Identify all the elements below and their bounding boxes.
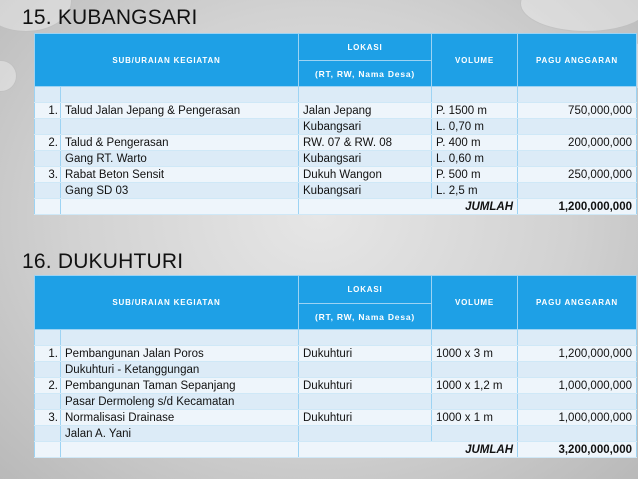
header-lokasi: LOKASI [299, 34, 432, 61]
table-row [35, 119, 637, 135]
row-volume: P. 400 m [432, 135, 518, 151]
header-pagu: PAGU ANGGARAN [518, 34, 637, 87]
row-kegiatan: Rabat Beton Sensit [61, 167, 299, 183]
row-kegiatan: Pasar Dermoleng s/d Kecamatan [61, 394, 299, 410]
row-lokasi: Dukuhturi [299, 346, 432, 362]
table-row [35, 426, 637, 442]
row-volume: 1000 x 1 m [432, 410, 518, 426]
row-volume [432, 87, 518, 103]
row-number [35, 119, 61, 135]
table-row [35, 135, 637, 151]
row-kegiatan: Pembangunan Taman Sepanjang [61, 378, 299, 394]
header-volume: VOLUME [432, 276, 518, 330]
total-row [35, 442, 637, 458]
empty-cell [35, 442, 61, 458]
row-lokasi [299, 394, 432, 410]
row-pagu [518, 394, 637, 410]
row-number: 3. [35, 410, 61, 426]
table-row [35, 410, 637, 426]
row-pagu [518, 362, 637, 378]
budget-table [34, 33, 637, 215]
header-sub-kegiatan: SUB/URAIAN KEGIATAN [35, 34, 299, 87]
row-number [35, 394, 61, 410]
header-sub-kegiatan: SUB/URAIAN KEGIATAN [35, 276, 299, 330]
row-kegiatan: Talud Jalan Jepang & Pengerasan [61, 103, 299, 119]
row-volume: 1000 x 3 m [432, 346, 518, 362]
section-title: 15. KUBANGSARI [22, 6, 198, 29]
table-row [35, 394, 637, 410]
row-volume: L. 0,60 m [432, 151, 518, 167]
row-lokasi: RW. 07 & RW. 08 [299, 135, 432, 151]
table-row [35, 87, 637, 103]
row-pagu: 750,000,000 [518, 103, 637, 119]
row-volume: P. 1500 m [432, 103, 518, 119]
table-row [35, 346, 637, 362]
row-kegiatan: Talud & Pengerasan [61, 135, 299, 151]
row-number: 1. [35, 103, 61, 119]
row-pagu: 200,000,000 [518, 135, 637, 151]
row-lokasi: Kubangsari [299, 151, 432, 167]
row-pagu [518, 119, 637, 135]
row-lokasi: Kubangsari [299, 119, 432, 135]
row-volume [432, 394, 518, 410]
row-kegiatan [61, 87, 299, 103]
row-kegiatan [61, 119, 299, 135]
header-lokasi-sub: (RT, RW, Nama Desa) [299, 304, 432, 330]
table-row [35, 103, 637, 119]
header-lokasi-sub: (RT, RW, Nama Desa) [299, 61, 432, 87]
row-pagu [518, 183, 637, 199]
row-volume [432, 330, 518, 346]
total-value: 1,200,000,000 [518, 199, 637, 215]
row-lokasi [299, 87, 432, 103]
header-lokasi: LOKASI [299, 276, 432, 304]
table-row [35, 362, 637, 378]
row-lokasi [299, 426, 432, 442]
row-pagu: 1,000,000,000 [518, 378, 637, 394]
row-number [35, 183, 61, 199]
row-number: 2. [35, 378, 61, 394]
total-value: 3,200,000,000 [518, 442, 637, 458]
row-pagu [518, 330, 637, 346]
row-lokasi: Jalan Jepang [299, 103, 432, 119]
total-row [35, 199, 637, 215]
empty-cell [61, 199, 299, 215]
table-row [35, 167, 637, 183]
row-lokasi: Dukuh Wangon [299, 167, 432, 183]
header-volume: VOLUME [432, 34, 518, 87]
row-pagu [518, 151, 637, 167]
table-body [35, 87, 637, 215]
row-number [35, 362, 61, 378]
row-number: 3. [35, 167, 61, 183]
table-row [35, 378, 637, 394]
row-kegiatan: Dukuhturi - Ketanggungan [61, 362, 299, 378]
row-kegiatan: Gang RT. Warto [61, 151, 299, 167]
row-lokasi: Dukuhturi [299, 378, 432, 394]
decorative-circle [520, 0, 638, 32]
row-number: 2. [35, 135, 61, 151]
row-kegiatan: Normalisasi Drainase [61, 410, 299, 426]
row-volume [432, 362, 518, 378]
budget-table [34, 275, 637, 458]
header-pagu: PAGU ANGGARAN [518, 276, 637, 330]
row-number [35, 151, 61, 167]
row-pagu: 1,200,000,000 [518, 346, 637, 362]
row-number: 1. [35, 346, 61, 362]
row-volume: P. 500 m [432, 167, 518, 183]
row-pagu [518, 426, 637, 442]
empty-cell [35, 199, 61, 215]
row-lokasi [299, 330, 432, 346]
table-row [35, 330, 637, 346]
row-pagu [518, 87, 637, 103]
row-number [35, 426, 61, 442]
row-lokasi [299, 362, 432, 378]
total-label: JUMLAH [299, 199, 518, 215]
row-lokasi: Dukuhturi [299, 410, 432, 426]
section-title: 16. DUKUHTURI [22, 250, 184, 273]
table-row [35, 183, 637, 199]
row-kegiatan: Gang SD 03 [61, 183, 299, 199]
row-volume [432, 426, 518, 442]
row-pagu: 1,000,000,000 [518, 410, 637, 426]
row-kegiatan: Pembangunan Jalan Poros [61, 346, 299, 362]
row-number [35, 330, 61, 346]
row-volume: 1000 x 1,2 m [432, 378, 518, 394]
empty-cell [61, 442, 299, 458]
row-number [35, 87, 61, 103]
table-body [35, 330, 637, 458]
table-row [35, 151, 637, 167]
row-kegiatan: Jalan A. Yani [61, 426, 299, 442]
row-kegiatan [61, 330, 299, 346]
row-pagu: 250,000,000 [518, 167, 637, 183]
decorative-circle [0, 60, 17, 92]
row-volume: L. 2,5 m [432, 183, 518, 199]
total-label: JUMLAH [299, 442, 518, 458]
row-volume: L. 0,70 m [432, 119, 518, 135]
row-lokasi: Kubangsari [299, 183, 432, 199]
